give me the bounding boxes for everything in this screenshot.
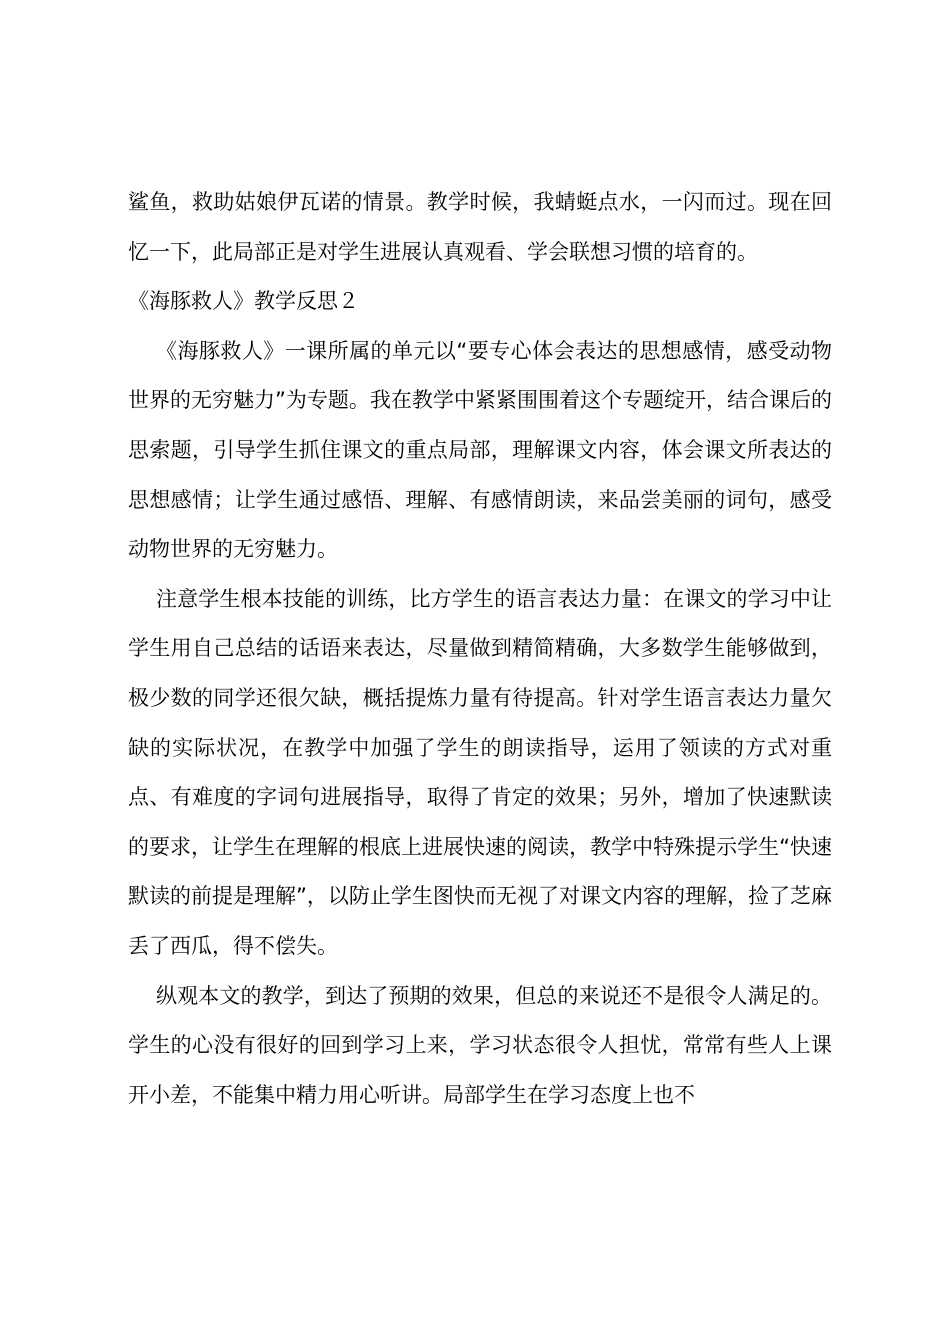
- paragraph-review: 纵观本文的教学，到达了预期的效果，但总的来说还不是很令人满足的。学生的心没有很好的回到学习上来，学习状态很令人担忧，常常有些人上课开小差，不能集中精力用心听讲。局部学生在学习态度上也不: [128, 983, 832, 1107]
- section-heading: 《海豚救人》教学反思２: [128, 289, 359, 314]
- paragraph-continuation: 鲨鱼，救助姑娘伊瓦诺的情景。教学时候，我蜻蜓点水，一闪而过。现在回忆一下，此局部正是对学生进展认真观看、学会联想习惯的培育的。: [128, 190, 832, 264]
- paragraph-skills: 注意学生根本技能的训练，比方学生的语言表达力量：在课文的学习中让学生用自己总结的话语来表达，尽量做到精简精确，大多数学生能够做到，极少数的同学还很欠缺，概括提炼力量有待提高。针对学生语言表达力量欠缺的实际状况，在教学中加强了学生的朗读指导，运用了领读的方式对重点、有难度的字词句进展指导，取得了肯定的效果；另外，增加了快速默读的要求，让学生在理解的根底上进展快速的阅读，教学中特殊提示学生“快速默读的前提是理解”，以防止学生图快而无视了对课文内容的理解，捡了芝麻丢了西瓜，得不偿失。: [128, 586, 832, 958]
- paragraph-intro: 《海豚救人》一课所属的单元以“要专心体会表达的思想感情，感受动物世界的无穷魅力”为专题。我在教学中紧紧围围着这个专题绽开，结合课后的思索题，引导学生抓住课文的重点局部，理解课文内容，体会课文所表达的思想感情；让学生通过感悟、理解、有感情朗读，来品尝美丽的词句，感受动物世界的无穷魅力。: [128, 338, 832, 562]
- document-body: [128, 178, 832, 1120]
